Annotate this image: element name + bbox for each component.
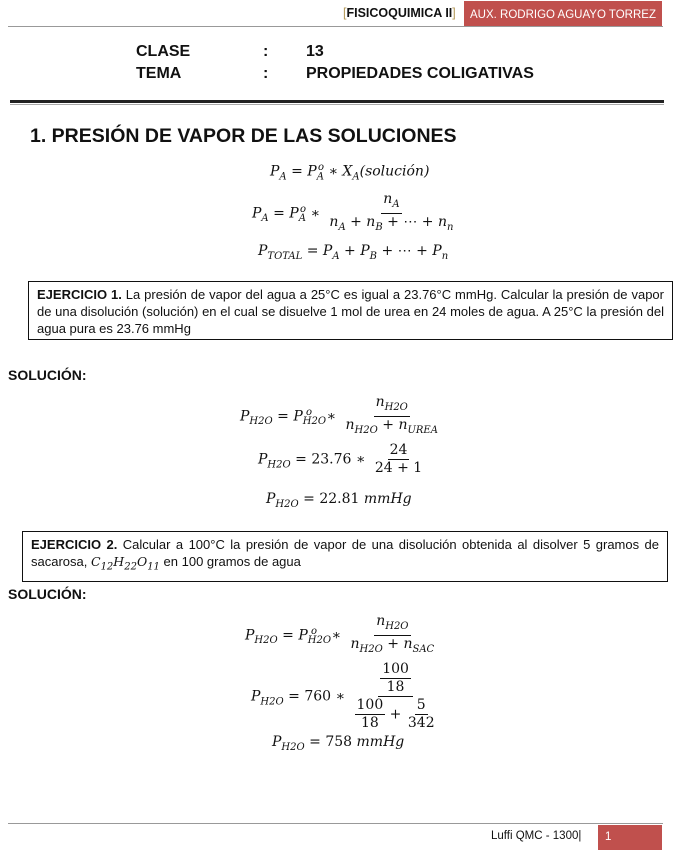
sol1-formula: $P_{H2O} = P_{H2O}^o$ ∗ $\frac{n_{H2O}}{n_{H2O} + n_{UREA}}$: [240, 394, 438, 436]
sol2-substitution: $P_{H2O} = 760$ ∗ $\frac{100}{18}$ $\frac{100}{18}$ + $\frac{5}{342}$: [251, 661, 435, 731]
sol2-formula: $P_{H2O} = P_{H2O}^o$ ∗ $\frac{n_{H2O}}{n_{H2O} + n_{SAC}}$: [245, 613, 435, 655]
exercise-1-box: [28, 281, 673, 340]
header-divider: [8, 26, 663, 27]
formula-mole-fraction: $P_A = P_A^o$ ∗ $\frac{n_A}{n_A + n_B + \cdots + n_n}$: [252, 191, 454, 233]
solution-1-label: SOLUCIÓN:: [8, 367, 87, 383]
sucrose-formula: $C_{12}H_{22}O_{11}$: [90, 554, 160, 573]
exercise-1-text: La presión de vapor del agua a 25°C es igual a 23.76°C mmHg. Calcular la presión de vapor de una disolución (solución) en el cual se disuelve 1 mol de urea en 24 moles de agua. A 25°C la presión del agua pura es 23.76 mmHg: [37, 287, 664, 336]
tema-separator: :: [263, 65, 269, 82]
tema-value: PROPIEDADES COLIGATIVAS: [306, 65, 534, 82]
section-title: 1. PRESIÓN DE VAPOR DE LAS SOLUCIONES: [30, 125, 457, 147]
title-rule-shadow: [10, 104, 664, 105]
page-number: 1: [598, 825, 662, 850]
sol1-substitution: $P_{H2O} = 23.76$ ∗ $\frac{24}{24 + 1}$: [258, 442, 423, 476]
footer-divider: [8, 823, 663, 824]
solution-2-label: SOLUCIÓN:: [8, 586, 87, 602]
sol2-result: $P_{H2O} = 758$ mmHg: [272, 734, 405, 753]
sol1-result: $P_{H2O} = 22.81$ mmHg: [266, 491, 412, 510]
exercise-1-label: EJERCICIO 1.: [37, 287, 122, 302]
clase-label: CLASE: [136, 43, 191, 60]
exercise-2-box: EJERCICIO 2. Calcular a 100°C la presión de vapor de una disolución obtenida al disolver 5 gramos de sacarosa, $C_{12}H_{22}O_{11}$ en 100 gramos de agua: [22, 531, 668, 582]
footer-text: Luffi QMC - 1300|: [491, 830, 582, 842]
clase-value: 13: [306, 43, 324, 60]
header-course: [FISICOQUIMICA II]: [343, 6, 456, 20]
title-rule: [10, 100, 664, 103]
tema-label: TEMA: [136, 65, 182, 82]
clase-separator: :: [263, 43, 269, 60]
exercise-2-label: EJERCICIO 2.: [31, 537, 118, 552]
formula-total-pressure: $P_{TOTAL} = P_A + P_B$ + ⋯ + $P_n$: [258, 243, 449, 262]
header-author: AUX. RODRIGO AGUAYO TORREZ: [464, 1, 662, 27]
formula-raoult: $P_A = P_A^o$ ∗ $X_A(solución)$: [270, 162, 430, 183]
